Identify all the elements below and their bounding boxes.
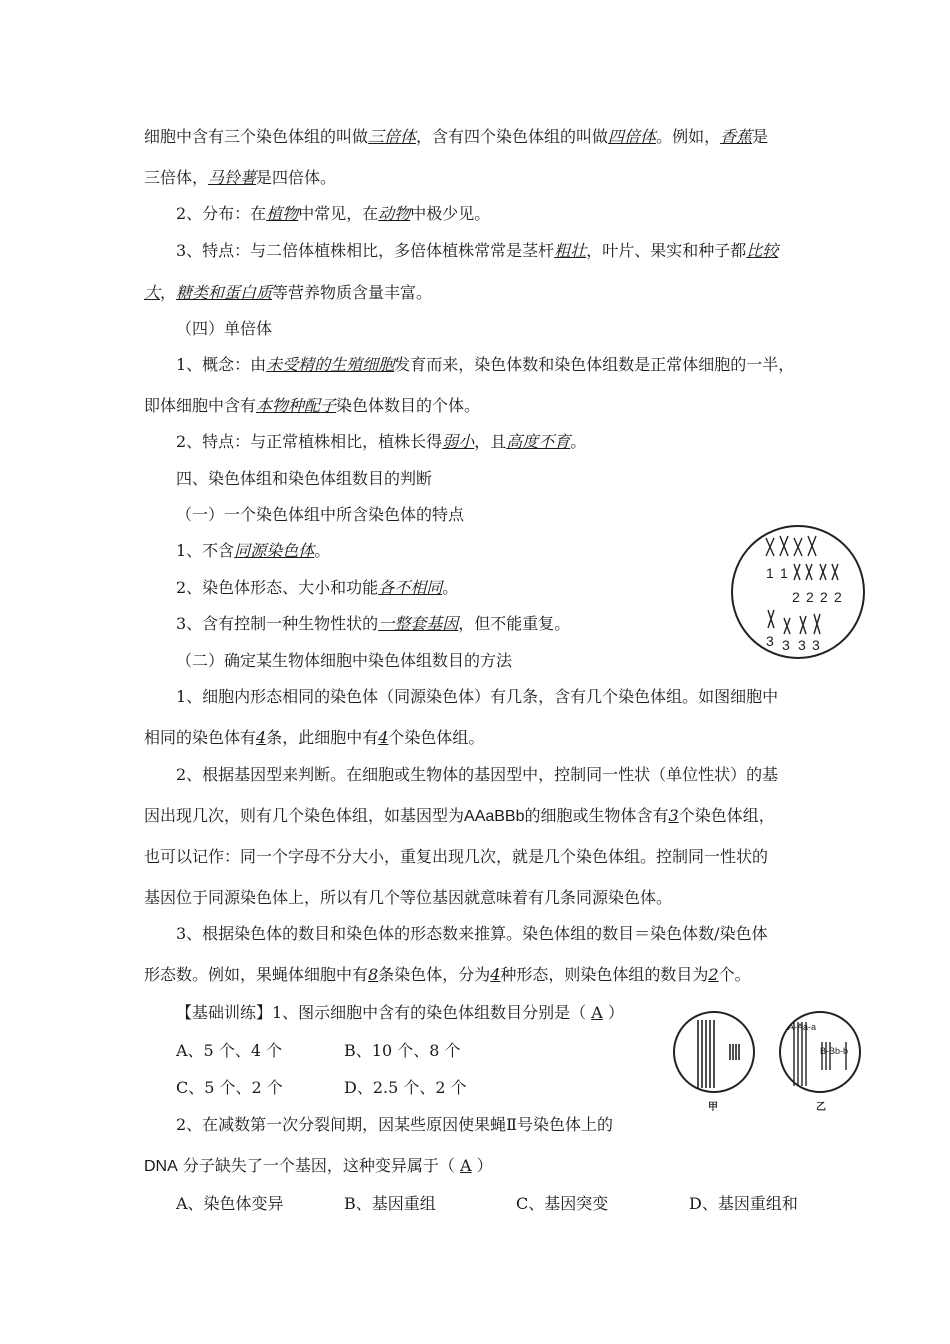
label-yi: 乙 (816, 1102, 826, 1113)
question-1: 【基础训练】1、图示细胞中含有的染色体组数目分别是（ A ） (176, 1003, 624, 1022)
text-line: 2、分布：在植物中常见，在动物中极少见。 (176, 204, 491, 223)
gene-labels-top: A-Aa-a (788, 1022, 817, 1032)
section-heading: （二）确定某生物体细胞中染色体组数目的方法 (176, 651, 513, 670)
section-heading: （一）一个染色体组中所含染色体的特点 (176, 505, 465, 524)
question-2-cont: DNA 分子缺失了一个基因，这种变异属于（ A ） (144, 1156, 493, 1175)
chromosome (808, 536, 816, 556)
text-line: 3、特点：与二倍体植株相比，多倍体植株常常是茎杆粗壮，叶片、果实和种子都比较 (176, 241, 779, 260)
text-line: 3、根据染色体的数目和染色体的形态数来推算。染色体组的数目＝染色体数/染色体 (176, 924, 768, 943)
text-line: 1、概念：由未受精的生殖细胞发育而来，染色体数和染色体组数是正常体细胞的一半， (176, 355, 795, 374)
text-line: 三倍体，马铃薯是四倍体。 (144, 168, 337, 187)
chromosome-cell-figure (728, 522, 868, 662)
text-line: 3、含有控制一种生物性状的一整套基因，但不能重复。 (176, 614, 571, 633)
fig1-num: 2 (834, 589, 842, 605)
fig1-num: 2 (806, 589, 814, 605)
option-c: C、5 个、2 个 (176, 1078, 283, 1097)
gene-labels-mid: B-Bb-b (820, 1046, 849, 1056)
fig1-num: 2 (792, 589, 800, 605)
section-heading: 四、染色体组和染色体组数目的判断 (176, 469, 433, 488)
chromosome (784, 618, 790, 634)
option-b: B、基因重组 (344, 1194, 436, 1213)
chromosome (832, 564, 838, 580)
fig1-num: 1 (766, 565, 774, 581)
text-line: 2、根据基因型来判断。在细胞或生物体的基因型中，控制同一性状（单位性状）的基 (176, 765, 779, 784)
text-line: 大，糖类和蛋白质等营养物质含量丰富。 (144, 283, 433, 302)
chromosome (820, 564, 826, 580)
chromosome (800, 616, 806, 634)
text-line: 相同的染色体有4条，此细胞中有4个染色体组。 (144, 728, 485, 747)
chromosome (766, 538, 774, 556)
label-jia: 甲 (708, 1102, 718, 1113)
option-c: C、基因突变 (516, 1194, 609, 1213)
text-line: 即体细胞中含有本物种配子染色体数目的个体。 (144, 396, 481, 415)
fig1-num: 3 (782, 637, 790, 653)
chromosome (794, 564, 800, 580)
chromosome (768, 610, 774, 628)
chromosome (806, 564, 812, 580)
fig1-num: 3 (812, 637, 820, 653)
question-2: 2、在减数第一次分裂间期，因某些原因使果蝇Ⅱ号染色体上的 (176, 1115, 614, 1134)
option-b: B、10 个、8 个 (344, 1041, 461, 1060)
text-line: 2、染色体形态、大小和功能各不相同。 (176, 578, 459, 597)
option-a: A、5 个、4 个 (176, 1041, 283, 1060)
text-line: 1、细胞内形态相同的染色体（同源染色体）有几条，含有几个染色体组。如图细胞中 (176, 687, 779, 706)
text-line: 细胞中含有三个染色体组的叫做三倍体，含有四个染色体组的叫做四倍体。例如，香蕉是 (144, 127, 769, 146)
fig1-num: 3 (766, 633, 774, 649)
section-heading: （四）单倍体 (176, 319, 273, 338)
chromosome (814, 614, 820, 634)
option-d: D、2.5 个、2 个 (344, 1078, 467, 1097)
text-line: 形态数。例如，果蝇体细胞中有8条染色体，分为4种形态，则染色体组的数目为2个。 (144, 965, 751, 984)
text-line: 1、不含同源染色体。 (176, 541, 331, 560)
text-line: 基因位于同源染色体上，所以有几个等位基因就意味着有几条同源染色体。 (144, 888, 673, 907)
fig1-num: 1 (780, 565, 788, 581)
fig1-num: 3 (798, 637, 806, 653)
chromosome-lines-jia (698, 1020, 739, 1088)
option-d: D、基因重组和 (689, 1194, 798, 1213)
option-a: A、染色体变异 (176, 1194, 284, 1213)
chromosome (794, 538, 802, 556)
text-line: 2、特点：与正常植株相比，植株长得弱小，且高度不育。 (176, 432, 587, 451)
text-line: 因出现几次，则有几个染色体组，如基因型为AAaBBb的细胞或生物体含有3个染色体组， (144, 806, 775, 825)
chromosome (780, 536, 788, 556)
cells-jia-yi-figure (670, 1008, 870, 1114)
fig1-num: 2 (820, 589, 828, 605)
text-line: 也可以记作：同一个字母不分大小，重复出现几次，就是几个染色体组。控制同一性状的 (144, 847, 769, 866)
